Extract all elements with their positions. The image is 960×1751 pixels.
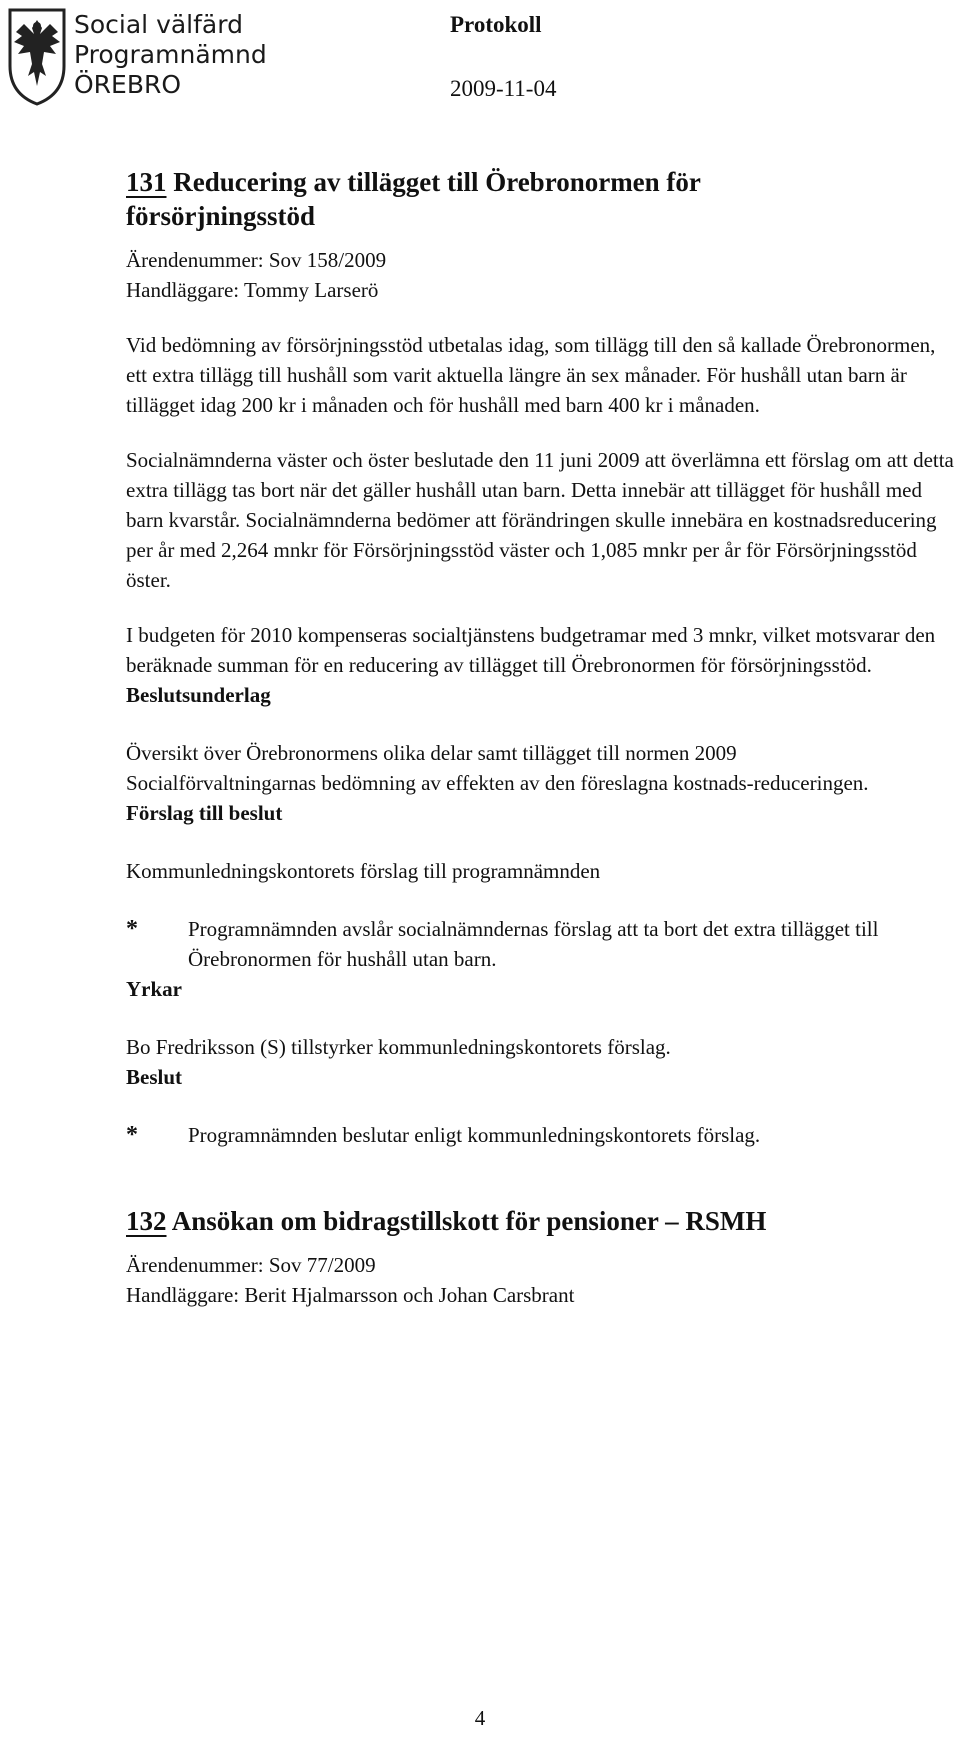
org-line-1: Social välfärd	[74, 10, 243, 39]
page-number: 4	[474, 1706, 486, 1730]
basis-item-1: Översikt över Örebronormens olika delar samt tillägget till normen 2009	[126, 741, 737, 765]
org-line-3: ÖREBRO	[74, 70, 182, 99]
document-body	[126, 165, 960, 1310]
section-131-title	[126, 165, 960, 233]
case-handler: Handläggare: Tommy Larserö	[126, 278, 379, 302]
coat-of-arms-icon	[6, 6, 68, 106]
asterisk-icon: *	[126, 916, 138, 942]
section-132-meta	[126, 1250, 960, 1310]
section-131-title-line2: försörjningsstöd	[126, 201, 316, 231]
section-131-meta	[126, 245, 960, 305]
section-132-number: 132	[126, 1206, 167, 1236]
organization-name	[74, 10, 267, 100]
section-131-title-line1: Reducering av tillägget till Örebronormen för	[173, 167, 701, 197]
proposal-bullet	[126, 914, 960, 974]
case-number: Ärendenummer: Sov 158/2009	[126, 248, 387, 272]
heading-decision: Beslut	[126, 1065, 183, 1089]
org-line-2: Programnämnd	[74, 40, 267, 69]
proposal-intro: Kommunledningskontorets förslag till programnämnden	[126, 859, 601, 883]
heading-proposal: Förslag till beslut	[126, 801, 283, 825]
section-132-title-text: Ansökan om bidragstillskott för pensioner – RSMH	[171, 1206, 767, 1236]
case-number: Ärendenummer: Sov 77/2009	[126, 1253, 376, 1277]
section-131-number: 131	[126, 167, 167, 197]
case-handler: Handläggare: Berit Hjalmarsson och Johan Carsbrant	[126, 1283, 575, 1307]
basis-item-2: Socialförvaltningarnas bedömning av effekten av den föreslagna kostnads-reduceringen.	[126, 771, 869, 795]
document-type: Protokoll	[450, 12, 542, 37]
decision-bullet	[126, 1120, 960, 1150]
claims-text: Bo Fredriksson (S) tillstyrker kommunledningskontorets förslag.	[126, 1035, 671, 1059]
section-132-title	[126, 1204, 960, 1238]
asterisk-icon: *	[126, 1122, 138, 1148]
decision-bullet-text: Programnämnden beslutar enligt kommunledningskontorets förslag.	[188, 1123, 761, 1147]
heading-claims: Yrkar	[126, 977, 182, 1001]
document-date: 2009-11-04	[450, 76, 557, 101]
paragraph-budget: I budgeten för 2010 kompenseras socialtjänstens budgetramar med 3 mnkr, vilket motsvarar den beräknade summan för en reducering av tillägget till Örebronormen för försörjningsstöd.	[126, 623, 936, 677]
page-header	[0, 0, 960, 120]
paragraph-background: Vid bedömning av försörjningsstöd utbetalas idag, som tillägg till den så kallade Örebronormen, ett extra tillägg till hushåll som varit aktuella längre än sex månader. För hushåll utan barn är tillägget idag 200 kr i månaden och för hushåll med barn 400 kr i månaden.	[126, 333, 936, 417]
proposal-bullet-text: Programnämnden avslår socialnämndernas förslag att ta bort det extra tillägget till Örebronormen för hushåll utan barn.	[188, 917, 879, 971]
heading-basis: Beslutsunderlag	[126, 683, 271, 707]
paragraph-proposal-details: Socialnämnderna väster och öster beslutade den 11 juni 2009 att överlämna ett förslag om att detta extra tillägg tas bort när det gäller hushåll utan barn. Detta innebär att tillägget för hushåll med barn kvarstår. Socialnämnderna bedömer att förändringen skulle innebära en kostnadsreducering per år med 2,264 mnkr för Försörjningsstöd väster och 1,085 mnkr per år för Försörjningsstöd öster.	[126, 448, 954, 592]
